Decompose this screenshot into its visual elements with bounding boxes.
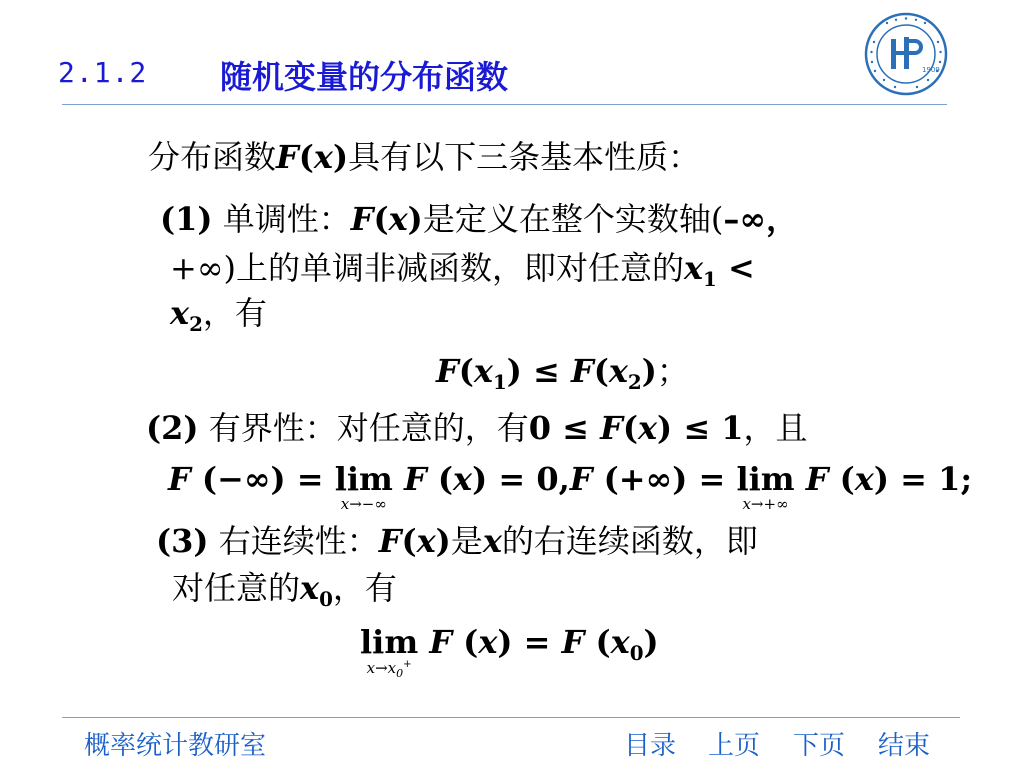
nav-toc-link[interactable]: 目录 — [624, 731, 677, 761]
property-3-formula: lim $x\to x_0^+$ F (x) = F $(x_0)$ — [360, 623, 659, 680]
nav-next-link[interactable]: 下页 — [793, 731, 846, 761]
property-1-line-1: (1) 单调性：F(x)是定义在整个实数轴(–∞， — [160, 200, 798, 238]
property-1-line-3: $x_2$，有 — [170, 294, 267, 336]
property-1-line-2: +∞)上的单调非减函数，即对任意的$x_1$ < — [170, 249, 755, 291]
university-logo — [864, 12, 948, 96]
intro-line: 分布函数F(x)具有以下三条基本性质： — [148, 138, 701, 176]
section-number: 2.1.2 — [58, 56, 148, 89]
footer-divider — [62, 717, 960, 718]
section-title: 随机变量的分布函数 — [220, 58, 509, 96]
property-2-formula: F (−∞) = lim x→−∞ F (x) = 0,F (+∞) = lim x→+∞ F (x) = 1; — [168, 460, 973, 513]
department-label: 概率统计教研室 — [84, 731, 267, 761]
nav-end-link[interactable]: 结束 — [878, 731, 931, 761]
header-divider — [62, 104, 947, 105]
property-3-line-1: (3) 右连续性：F(x)是x的右连续函数，即 — [156, 522, 758, 560]
logo-year: 1909 — [922, 66, 940, 74]
property-2-line-1: (2) 有界性：对任意的，有0 ≤ F(x) ≤ 1，且 — [146, 409, 808, 447]
property-1-formula: $F(x_1) \le F(x_2)$； — [436, 352, 689, 394]
nav-prev-link[interactable]: 上页 — [708, 731, 761, 761]
property-3-line-2: 对任意的$x_0$，有 — [172, 569, 397, 611]
